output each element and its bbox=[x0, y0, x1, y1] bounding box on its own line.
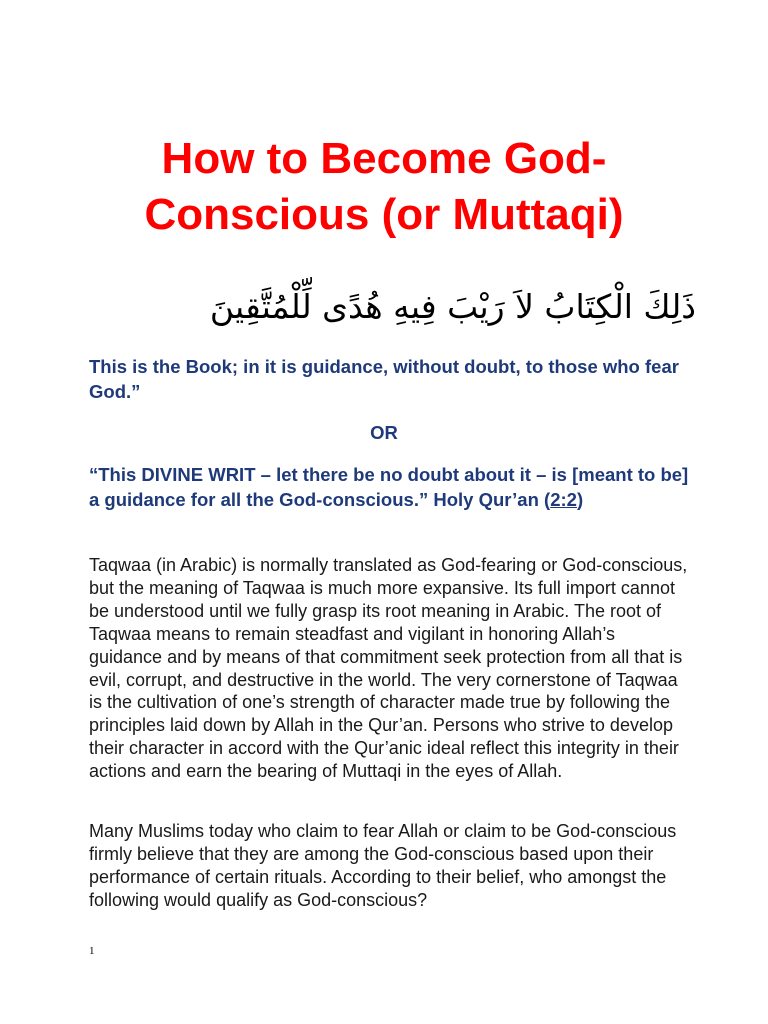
verse-translation-1: This is the Book; in it is guidance, without doubt, to those who fear God.” bbox=[89, 356, 679, 402]
page-title: How to Become God-Conscious (or Muttaqi) bbox=[144, 134, 624, 239]
arabic-verse: ذَلِكَ الْكِتَابُ لاَ رَيْبَ فِيهِ هُدًى لِّلْمُتَّقِينَ bbox=[209, 287, 696, 326]
translation-2-text: “This DIVINE WRIT – let there be no doubt about it – is [meant to be] a guidance for all the God-conscious.” Holy Qur’an ( bbox=[89, 464, 689, 510]
body-paragraph-1: Taqwaa (in Arabic) is normally translated as God-fearing or God-conscious, but the meaning of Taqwaa is much more expansive. Its full import cannot be understood until we fully grasp its root meaning in Arabic. The root of Taqwaa means to remain steadfast and vigilant in honoring Allah’s guidance and by means of that commitment seek protection from all that is evil, corrupt, and destructive in the world. The very cornerstone of Taqwaa is the cultivation of one’s strength of character made true by following the principles laid down by Allah in the Qur’an. Persons who strive to develop their character in accord with the Qur’anic ideal reflect this integrity in their actions and earn the bearing of Muttaqi in the eyes of Allah. bbox=[89, 555, 688, 782]
or-separator: OR bbox=[370, 422, 398, 443]
quran-reference-link[interactable]: 2:2 bbox=[550, 489, 577, 510]
body-paragraph-2: Many Muslims today who claim to fear Allah or claim to be God-conscious firmly believe that they are among the God-conscious based upon their performance of certain rituals. According to their belief, who amongst the following would qualify as God-conscious? bbox=[89, 821, 677, 910]
page-number: 1 bbox=[89, 945, 95, 957]
translation-2-close: ) bbox=[576, 489, 584, 510]
verse-translation-2 bbox=[89, 462, 689, 512]
